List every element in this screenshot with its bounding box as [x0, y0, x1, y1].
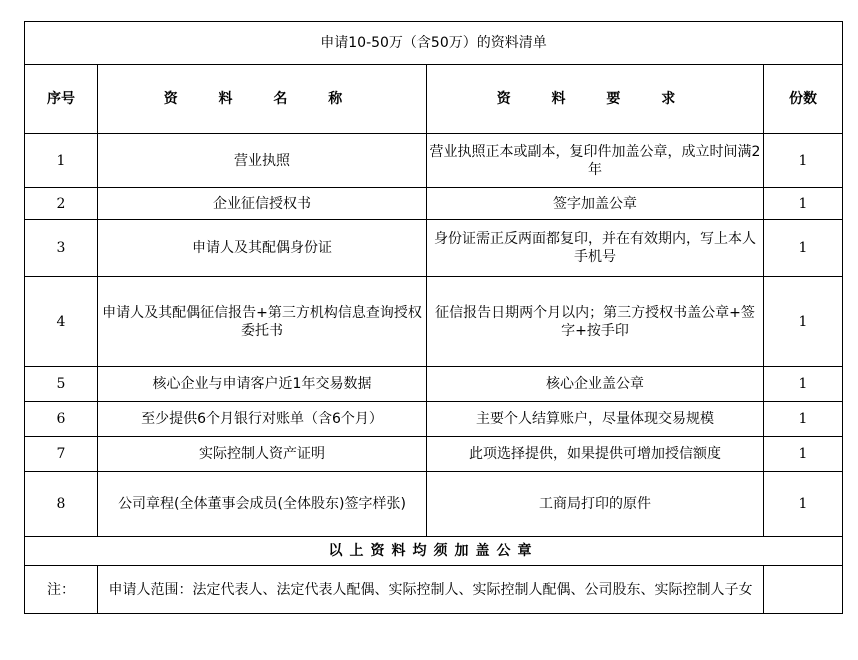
table-row — [25, 402, 843, 437]
row-name: 营业执照 — [98, 134, 427, 188]
row-copies: 1 — [764, 220, 843, 277]
row-name: 核心企业与申请客户近1年交易数据 — [98, 367, 427, 402]
row-copies: 1 — [764, 472, 843, 537]
row-copies: 1 — [764, 134, 843, 188]
row-requirement: 营业执照正本或副本，复印件加盖公章，成立时间满2年 — [427, 134, 764, 188]
title-row — [25, 22, 843, 65]
row-requirement: 此项选择提供，如果提供可增加授信额度 — [427, 437, 764, 472]
row-copies: 1 — [764, 437, 843, 472]
row-index: 4 — [25, 277, 98, 367]
row-index: 3 — [25, 220, 98, 277]
table-row — [25, 188, 843, 220]
row-requirement: 主要个人结算账户，尽量体现交易规模 — [427, 402, 764, 437]
row-name: 企业征信授权书 — [98, 188, 427, 220]
row-name: 公司章程(全体董事会成员(全体股东)签字样张) — [98, 472, 427, 537]
row-copies: 1 — [764, 188, 843, 220]
row-name: 申请人及其配偶征信报告+第三方机构信息查询授权委托书 — [98, 277, 427, 367]
page-title: 申请10-50万（含50万）的资料清单 — [25, 22, 843, 65]
row-index: 2 — [25, 188, 98, 220]
row-index: 5 — [25, 367, 98, 402]
note-label: 注： — [25, 566, 98, 614]
footer-notice: 以上资料均须加盖公章 — [25, 537, 843, 566]
table-row — [25, 277, 843, 367]
row-requirement: 签字加盖公章 — [427, 188, 764, 220]
row-requirement: 征信报告日期两个月以内；第三方授权书盖公章+签字+按手印 — [427, 277, 764, 367]
note-empty-cell — [764, 566, 843, 614]
table-row — [25, 437, 843, 472]
row-copies: 1 — [764, 367, 843, 402]
note-text: 申请人范围：法定代表人、法定代表人配偶、实际控制人、实际控制人配偶、公司股东、实际控制人子女 — [98, 566, 764, 614]
header-row — [25, 65, 843, 134]
header-index: 序号 — [25, 65, 98, 134]
row-copies: 1 — [764, 277, 843, 367]
row-index: 1 — [25, 134, 98, 188]
table-row — [25, 472, 843, 537]
table-row — [25, 220, 843, 277]
row-requirement: 身份证需正反两面都复印，并在有效期内，写上本人手机号 — [427, 220, 764, 277]
row-index: 8 — [25, 472, 98, 537]
row-index: 7 — [25, 437, 98, 472]
row-requirement: 核心企业盖公章 — [427, 367, 764, 402]
row-copies: 1 — [764, 402, 843, 437]
row-name: 实际控制人资产证明 — [98, 437, 427, 472]
table-row — [25, 367, 843, 402]
row-index: 6 — [25, 402, 98, 437]
header-copies: 份数 — [764, 65, 843, 134]
table-row — [25, 134, 843, 188]
header-name: 资 料 名 称 — [98, 65, 427, 134]
row-name: 申请人及其配偶身份证 — [98, 220, 427, 277]
row-name: 至少提供6个月银行对账单（含6个月） — [98, 402, 427, 437]
document-table — [24, 21, 843, 614]
note-row — [25, 566, 843, 614]
row-requirement: 工商局打印的原件 — [427, 472, 764, 537]
footer-row — [25, 537, 843, 566]
header-requirement: 资 料 要 求 — [427, 65, 764, 134]
